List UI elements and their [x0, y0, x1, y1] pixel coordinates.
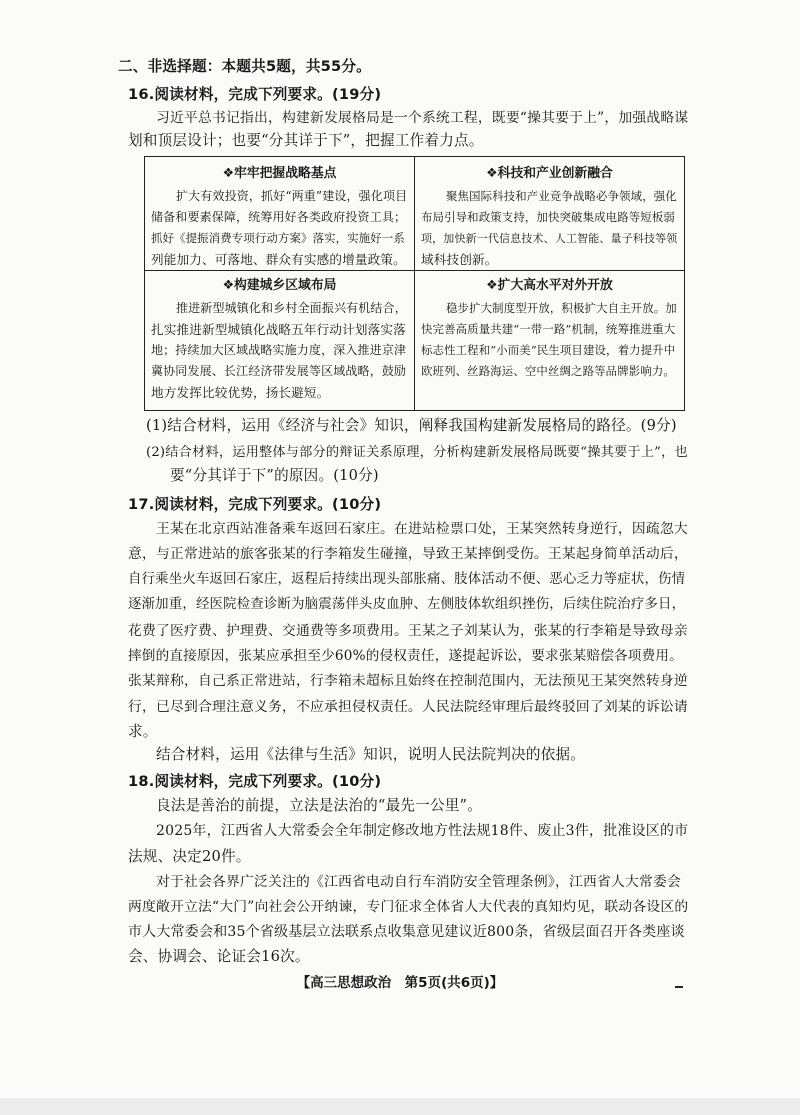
cell-line: 储备和要素保障，统筹用好各类政府投资工具；: [151, 210, 407, 224]
table-cell-opening-up: [421, 275, 678, 382]
cell-title: ❖牢牢把握战略基点: [222, 166, 337, 181]
q17-title: 17.阅读材料，完成下列要求。(10分): [128, 496, 382, 513]
cell-line: 项，加快新一代信息技术、人工智能、量子科技等领: [421, 232, 678, 245]
q18-title: 18.阅读材料，完成下列要求。(10分): [128, 773, 382, 790]
table-divider-horizontal: [145, 270, 684, 271]
q16-intro-line-2: 划和顶层设计；也要“分其详于下”，把握工作着力点。: [128, 132, 484, 149]
q17-question: 结合材料，运用《法律与生活》知识，说明人民法院判决的依据。: [156, 746, 586, 763]
cell-line: 推进新型城镇化和乡村全面振兴有机结合，: [176, 301, 407, 315]
q18-para-3-line-4: 会、协调会、论证会16次。: [128, 948, 310, 965]
q18-para-1: 良法是善治的前提，立法是法治的“最先一公里”。: [156, 797, 482, 814]
cell-title: ❖科技和产业创新融合: [486, 166, 613, 181]
cell-line: 地方发挥比较优势，扬长避短。: [151, 385, 330, 400]
q16-sub-question-1: (1)结合材料，运用《经济与社会》知识，阐释我国构建新发展格局的路径。(9分): [146, 417, 677, 434]
q17-para-line: 花费了医疗费、护理费、交通费等多项费用。王某之子刘某认为，张某的行李箱是导致母亲: [128, 623, 688, 639]
table-divider-vertical: [414, 157, 415, 410]
q17-para-line: 自行乘坐火车返回石家庄，返程后持续出现头部胀痛、肢体活动不便、恶心乏力等症状，伤情: [128, 572, 686, 587]
cell-line: 扩大有效投资，抓好“两重”建设，强化项目: [176, 189, 408, 203]
q16-title: 16.阅读材料，完成下列要求。(19分): [128, 86, 382, 103]
q18-para-2-line-2: 法规、决定20件。: [128, 848, 251, 865]
q18-para-3-line-1: 对于社会各界广泛关注的《江西省电动自行车消防安全管理条例》，江西省人大常委会: [156, 874, 681, 890]
q17-para-line: 行，已尽到合理注意义务，不应承担侵权责任。人民法院经审理后最终驳回了刘某的诉讼请: [128, 699, 688, 715]
cell-line: 冀协同发展、长江经济带发展等区域战略，鼓励: [151, 364, 407, 378]
table-cell-urban-rural: [151, 275, 408, 403]
q17-para-line: 王某在北京西站准备乘车返回石家庄。在进站检票口处，王某突然转身逆行，因疏忽大: [156, 521, 688, 537]
table-cell-tech-industry: [421, 163, 678, 270]
scan-bottom-edge: [0, 1098, 800, 1115]
cell-line: 标志性工程和“小而美”民生项目建设，着力提升中: [421, 343, 676, 357]
cell-line: 欧班列、丝路海运、空中丝绸之路等品牌影响力。: [421, 364, 675, 378]
q17-para-line: 摔倒的直接原因，张某应承担至少60%的侵权责任，遂提起诉讼，要求张某赔偿各项费用。: [128, 648, 683, 664]
q18-para-3-line-2: 两度敞开立法“大门”向社会公开纳谏，专门征求全体省人大代表的真知灼见，联动各设区的: [128, 899, 689, 915]
q17-para-line: 求。: [128, 723, 158, 740]
cell-title: ❖扩大高水平对外开放: [486, 278, 613, 293]
table-cell-strategic-base: [151, 163, 408, 270]
q17-para-line: 张某辩称，自己系正常进站，行李箱未超标且始终在控制范围内，无法预见王某突然转身逆: [128, 673, 688, 689]
q17-para-line: 逐渐加重，经医院检查诊断为脑震荡伴头皮血肿、左侧肢体软组织挫伤，后续住院治疗多日，: [128, 597, 686, 612]
cell-line: 扎实推进新型城镇化战略五年行动计划落实落: [151, 322, 406, 337]
q16-sub-question-2-line-1: (2)结合材料，运用整体与部分的辩证关系原理，分析构建新发展格局既要“操其要于上”，也: [146, 445, 688, 460]
section-header: 二、非选择题：本题共5题，共55分。: [118, 58, 371, 75]
page-footer: 【高三思想政治 第5页(共6页)】: [296, 975, 504, 991]
q18-para-3-line-3: 市人大常委会和35个省级基层立法联系点收集意见建议近800条，省级层面召开各类座谈: [128, 924, 685, 940]
cell-line: 地；持续加大区域战略实施力度，深入推进京津: [151, 343, 407, 357]
footer-dash: [675, 986, 683, 988]
q16-materials-table: [144, 156, 685, 411]
cell-line: 抓好《提振消费专项行动方案》落实，实施好一系: [151, 231, 405, 245]
q16-intro-line-1: 习近平总书记指出，构建新发展格局是一个系统工程，既要“操其要于上”，加强战略谋: [156, 110, 689, 126]
q17-para-line: 意，与正常进站的旅客张某的行李箱发生碰撞，导致王某摔倒受伤。王某起身简单活动后，: [128, 546, 688, 562]
q18-para-2-line-1: 2025年，江西省人大常委会全年制定修改地方性法规18件、废止3件，批准设区的市: [156, 823, 689, 839]
cell-line: 域科技创新。: [421, 252, 498, 267]
cell-line: 列能加力、可落地、群众有实感的增量政策。: [151, 252, 406, 267]
cell-line: 布局引导和政策支持，加快突破集成电路等短板弱: [421, 210, 675, 224]
q16-sub-question-2-line-2: 要“分其详于下”的原因。(10分): [170, 467, 379, 484]
cell-line: 稳步扩大制度型开放，积极扩大自主开放。加: [446, 301, 677, 315]
cell-title: ❖构建城乡区域布局: [222, 278, 337, 293]
cell-line: 聚焦国际科技和产业竞争战略必争领域，强化: [446, 189, 677, 203]
cell-line: 快完善高质量共建“一带一路”机制，统筹推进重大: [421, 322, 676, 336]
